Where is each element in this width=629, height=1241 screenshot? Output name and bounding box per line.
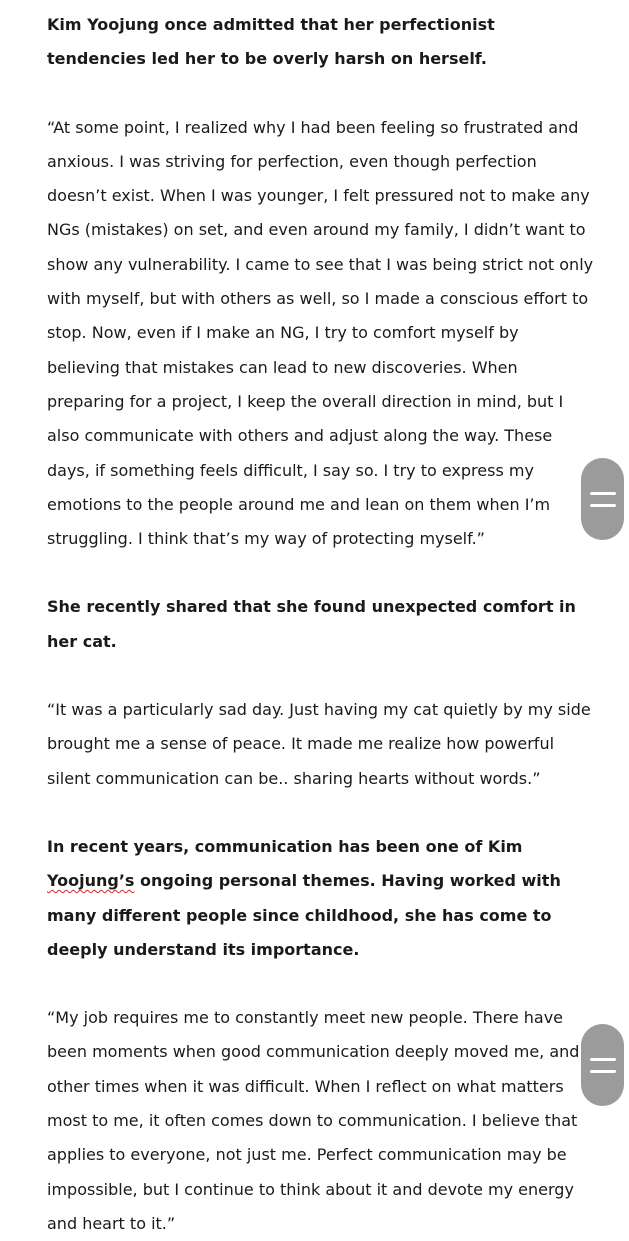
communication-intro-start: In recent years, communication has been one of Kim (47, 836, 523, 856)
communication-intro-paragraph (47, 830, 595, 967)
document-body (47, 8, 595, 1241)
quote-communication: “My job requires me to constantly meet new people. There have been moments when good communication deeply moved me, and other times when it was difficult. When I reflect on what matters most to me, it often comes down to communication. I believe that applies to everyone, not just me. Perfect communication may be impossible, but I continue to think about it and devote my energy and heart to it.” (47, 1008, 580, 1233)
drag-handle-icon[interactable] (581, 458, 624, 540)
quote-perfection: “At some point, I realized why I had been feeling so frustrated and anxious. I was striving for perfection, even though perfection doesn’t exist. When I was younger, I felt pressured not to make any NGs (mistakes) on set, and even around my family, I didn’t want to show any vulnerability. I came to see that I was being strict not only with myself, but with others as well, so I made a conscious effort to stop. Now, even if I make an NG, I try to comfort myself by believing that mistakes can lead to new discoveries. When preparing for a project, I keep the overall direction in mind, but I also communicate with others and adjust along the way. These days, if something feels difficult, I say so. I try to express my emotions to the people around me and lean on them when I’m struggling. I think that’s my way of protecting myself.” (47, 117, 594, 549)
intro-paragraph: Kim Yoojung once admitted that her perfectionist tendencies led her to be overly harsh on herself. (47, 15, 495, 69)
cat-intro-paragraph: She recently shared that she found unexpected comfort in her cat. (47, 597, 576, 651)
communication-intro-end: ongoing personal themes. Having worked with many different people since childhood, she has come to deeply understand its importance. (47, 871, 561, 959)
drag-handle-icon[interactable] (581, 1024, 624, 1106)
quote-cat: “It was a particularly sad day. Just having my cat quietly by my side brought me a sense of peace. It made me realize how powerful silent communication can be.. sharing hearts without words.” (47, 700, 591, 788)
spellcheck-flagged-word: Yoojung’s (47, 871, 135, 891)
